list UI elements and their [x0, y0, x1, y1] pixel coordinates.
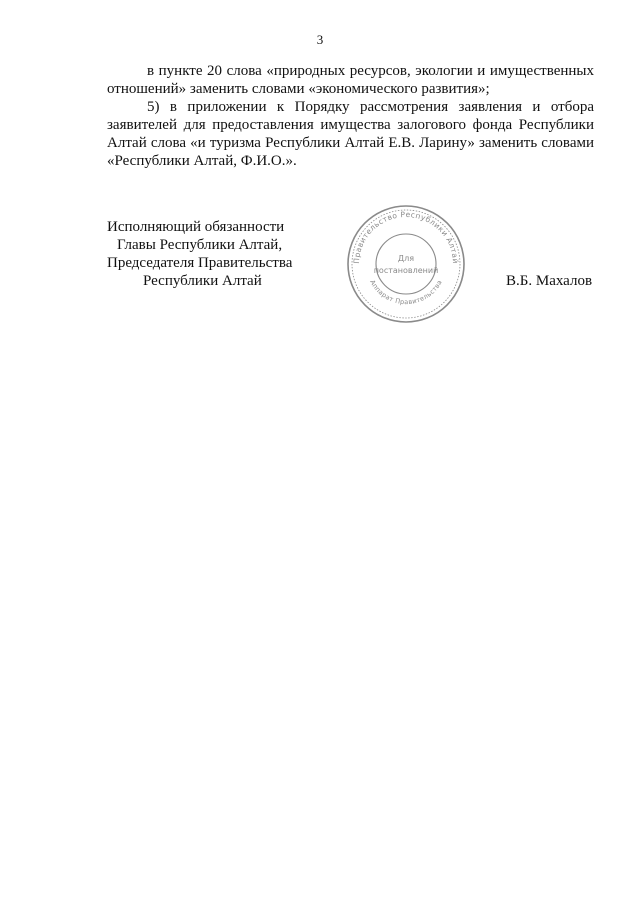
official-seal-stamp: [345, 203, 467, 325]
seal-bottom-text: Аппарат Правительства: [368, 278, 444, 307]
paragraph-amendment-point-20: в пункте 20 слова «природных ресурсов, экологии и имущественных отношений» заменить словами «экономического развития»;: [107, 63, 594, 97]
seal-outer-text: Правительство Республики Алтай: [351, 209, 461, 265]
signatory-title: [107, 218, 307, 290]
signatory-title-line: Главы Республики Алтай,: [117, 237, 283, 253]
signatory-title-line: Исполняющий обязанности: [107, 219, 285, 235]
signatory-title-line: Председателя Правительства: [107, 255, 293, 271]
seal-icon: [345, 203, 467, 325]
seal-center-text: Для: [397, 254, 415, 263]
signatory-title-line: Республики Алтай: [143, 273, 262, 289]
document-body: [107, 62, 594, 170]
paragraph-amendment-5: 5) в приложении к Порядку рассмотрения заявления и отбора заявителей для предоставления имущества залогового фонда Республики Алтай слова «и туризма Республики Алтай Е.В. Ларину» заменить словами «Республики Алтай, Ф.И.О.».: [107, 99, 594, 169]
signatory-name: В.Б. Махалов: [506, 273, 593, 289]
seal-center-text: постановлений: [373, 266, 439, 275]
page-number: 3: [316, 32, 324, 47]
